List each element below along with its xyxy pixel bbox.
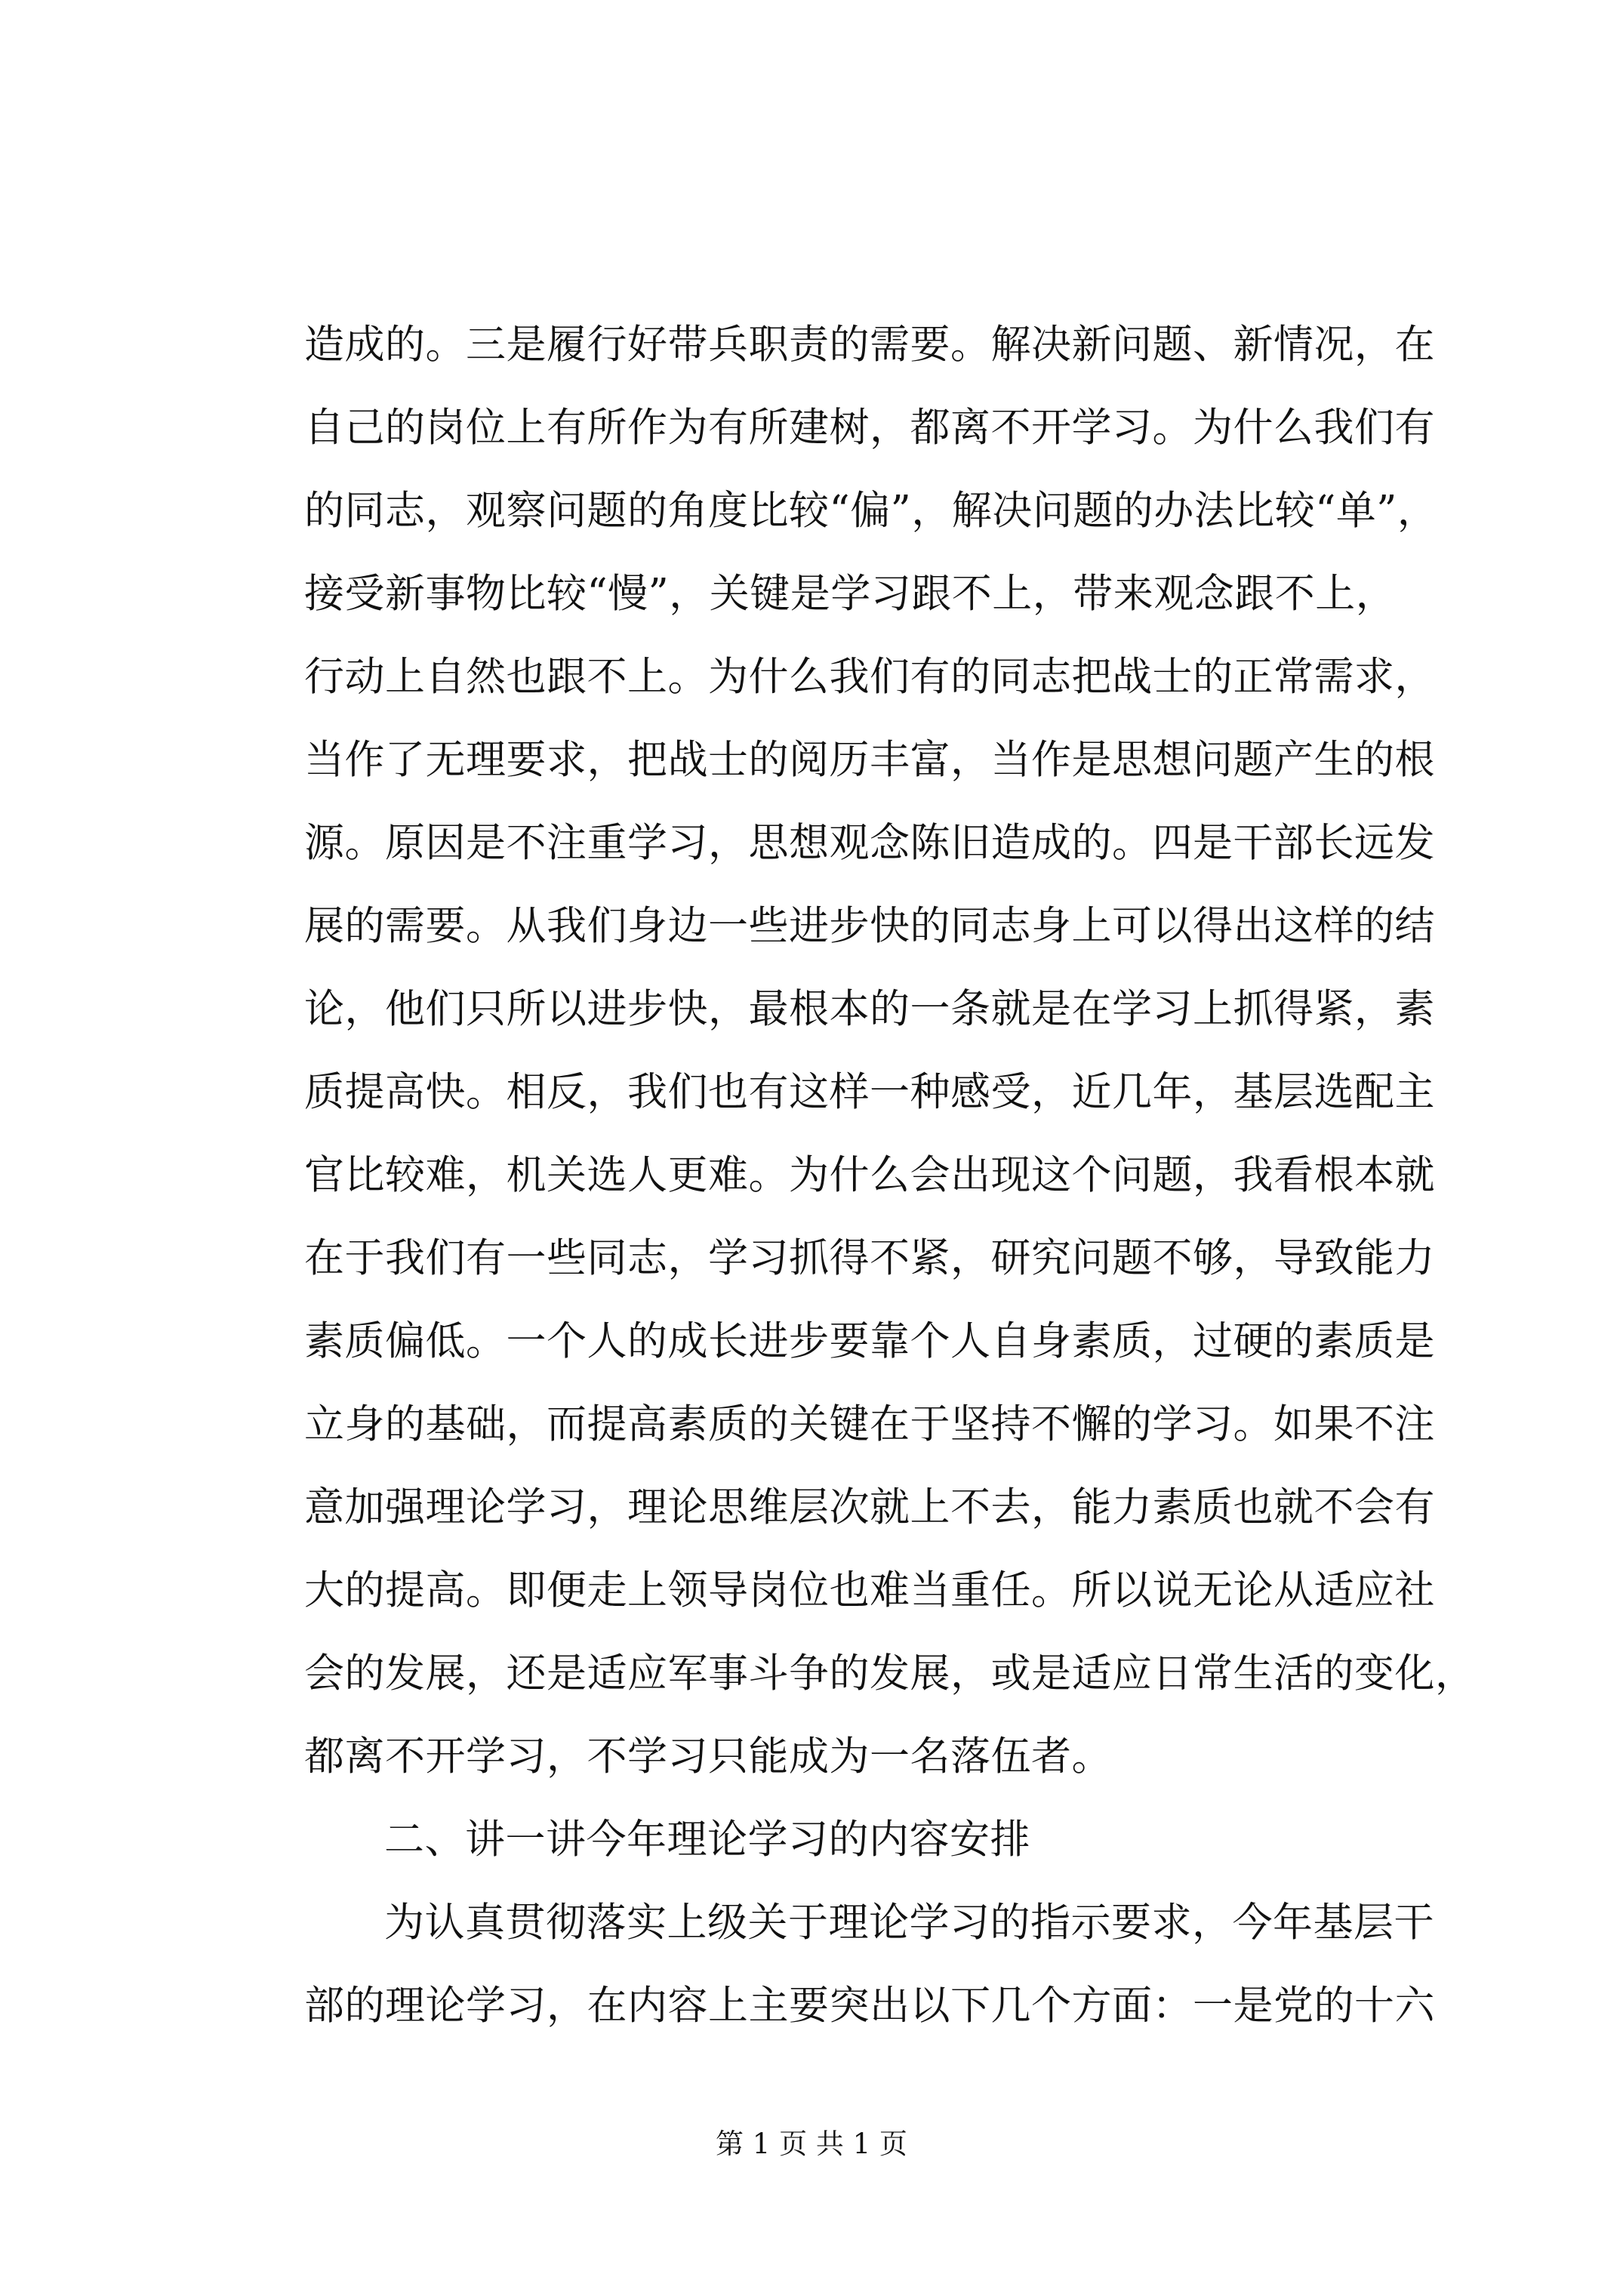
body-line: 展的需要。从我们身边一些进步快的同志身上可以得出这样的结: [304, 903, 1435, 949]
body-line: 部的理论学习，在内容上主要突出以下几个方面：一是党的十六: [304, 1983, 1435, 2029]
body-line: 官比较难，机关选人更难。为什么会出现这个问题，我看根本就: [304, 1152, 1435, 1198]
body-line: 会的发展，还是适应军事斗争的发展，或是适应日常生活的变化，: [304, 1650, 1476, 1697]
body-line: 素质偏低。一个人的成长进步要靠个人自身素质，过硬的素质是: [304, 1318, 1435, 1364]
document-body: [304, 304, 1476, 2048]
body-line: 的同志，观察问题的角度比较“偏”，解决问题的办法比较“单”，: [304, 488, 1438, 534]
body-line: 自己的岗位上有所作为有所建树，都离不开学习。为什么我们有: [304, 405, 1435, 451]
body-line: 行动上自然也跟不上。为什么我们有的同志把战士的正常需求，: [304, 654, 1435, 700]
body-line: 立身的基础，而提高素质的关键在于坚持不懈的学习。如果不注: [304, 1401, 1435, 1447]
body-line: 大的提高。即便走上领导岗位也难当重任。所以说无论从适应社: [304, 1567, 1435, 1613]
body-line: 为认真贯彻落实上级关于理论学习的指示要求，今年基层干: [384, 1900, 1434, 1946]
body-line: 都离不开学习，不学习只能成为一名落伍者。: [304, 1734, 1112, 1780]
body-line: 当作了无理要求，把战士的阅历丰富，当作是思想问题产生的根: [304, 737, 1435, 783]
body-line: 接受新事物比较“慢”，关键是学习跟不上，带来观念跟不上，: [304, 571, 1397, 617]
section-heading: 二、讲一讲今年理论学习的内容安排: [384, 1817, 1030, 1863]
page-number-footer: 第 1 页 共 1 页: [716, 2128, 907, 2160]
body-line: 论，他们只所以进步快，最根本的一条就是在学习上抓得紧，素: [304, 986, 1435, 1032]
body-line: 质提高快。相反，我们也有这样一种感受，近几年，基层选配主: [304, 1069, 1435, 1115]
body-line: 源。原因是不注重学习，思想观念陈旧造成的。四是干部长远发: [304, 820, 1435, 866]
body-line: 在于我们有一些同志，学习抓得不紧，研究问题不够，导致能力: [304, 1235, 1435, 1281]
body-line: 造成的。三是履行好带兵职责的需要。解决新问题、新情况，在: [304, 322, 1435, 368]
body-line: 意加强理论学习，理论思维层次就上不去，能力素质也就不会有: [304, 1484, 1435, 1530]
